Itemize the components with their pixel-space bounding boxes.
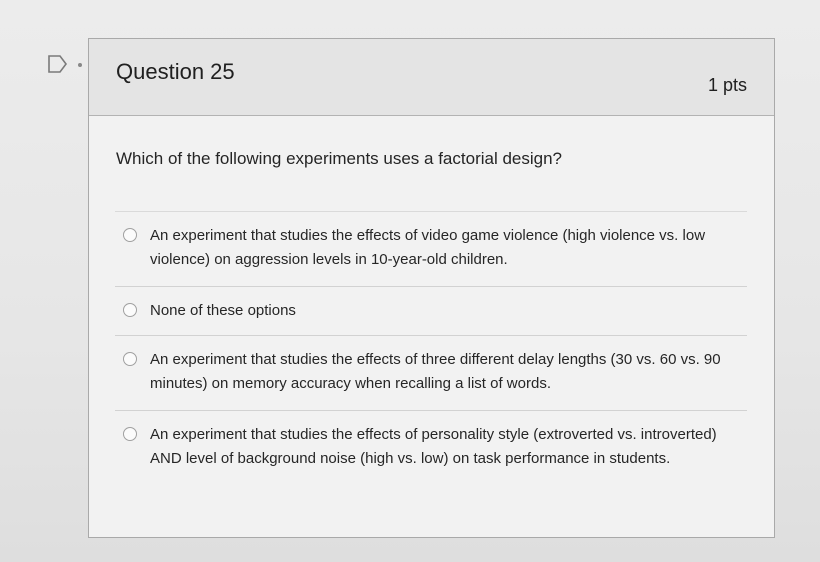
- answer-option-4[interactable]: [115, 410, 747, 509]
- answer-label: None of these options: [150, 302, 296, 319]
- flag-question-icon[interactable]: [46, 52, 70, 76]
- answer-label: An experiment that studies the effects of personality style (extroverted vs. introverted) AND level of background noise (high vs. low) on task performance in students.: [150, 426, 717, 467]
- radio-button[interactable]: [123, 427, 137, 441]
- question-points: 1 pts: [707, 75, 747, 95]
- answer-option-3[interactable]: [115, 335, 747, 410]
- answer-list: [115, 211, 747, 509]
- answer-option-2[interactable]: [115, 286, 747, 335]
- radio-button[interactable]: [123, 352, 137, 366]
- answer-option-1[interactable]: [115, 211, 747, 286]
- question-text: Which of the following experiments uses a factorial design?: [116, 149, 563, 168]
- radio-button[interactable]: [123, 303, 137, 317]
- answer-label: An experiment that studies the effects of video game violence (high violence vs. low violence) on aggression levels in 10-year-old children.: [150, 227, 706, 268]
- question-header: [89, 39, 774, 116]
- answer-label: An experiment that studies the effects of three different delay lengths (30 vs. 60 vs. 90 minutes) on memory accuracy when recalling a list of words.: [150, 351, 721, 392]
- question-title: Question 25: [116, 59, 235, 84]
- radio-button[interactable]: [123, 228, 137, 242]
- flag-dot: [78, 63, 82, 67]
- question-card: [88, 38, 775, 538]
